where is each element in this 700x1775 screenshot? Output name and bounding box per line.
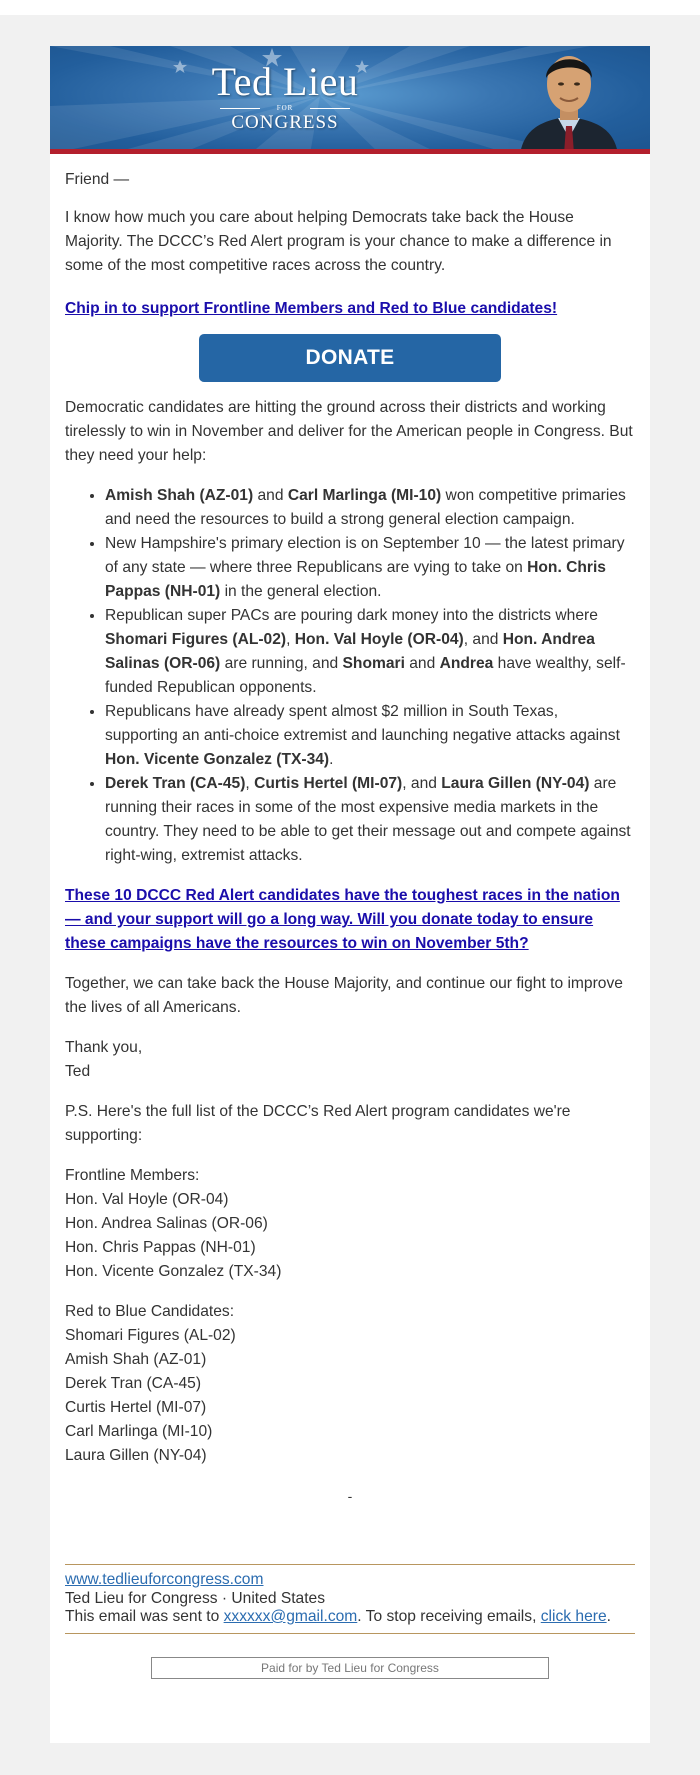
bullet-item bbox=[105, 604, 635, 700]
separator-dash: - bbox=[347, 1488, 353, 1504]
bold-text: Andrea bbox=[439, 655, 494, 672]
bullet-item bbox=[105, 772, 635, 868]
ted-lieu-logo bbox=[200, 59, 370, 134]
paid-for-disclaimer: Paid for by Ted Lieu for Congress bbox=[151, 1657, 549, 1679]
org-address: Ted Lieu for Congress · United States bbox=[65, 1589, 326, 1607]
footer-body bbox=[65, 1565, 635, 1633]
text: and bbox=[404, 655, 440, 672]
logo-name: Ted Lieu bbox=[211, 59, 359, 104]
bold-text: Curtis Hertel (MI-07) bbox=[254, 775, 403, 792]
logo-congress: CONGRESS bbox=[231, 112, 339, 133]
text: New Hampshire's primary election is on September 10 — the latest primary of any state — where three Republicans are vying to take on bbox=[105, 535, 625, 576]
text: , bbox=[286, 631, 295, 648]
text: are running, and bbox=[220, 655, 343, 672]
text: . bbox=[329, 751, 334, 768]
bold-text: Hon. Val Hoyle (OR-04) bbox=[294, 631, 464, 648]
list-item: Hon. Chris Pappas (NH-01) bbox=[65, 1239, 256, 1256]
bold-text: Derek Tran (CA-45) bbox=[105, 775, 246, 792]
list-item: Carl Marlinga (MI-10) bbox=[65, 1423, 213, 1440]
bold-text: Hon. Vicente Gonzalez (TX-34) bbox=[105, 751, 330, 768]
red-to-blue-list bbox=[65, 1300, 635, 1468]
text: have wealthy, self-funded Republican opponents. bbox=[105, 655, 626, 696]
list-item: Derek Tran (CA-45) bbox=[65, 1375, 202, 1392]
text: , and bbox=[463, 631, 503, 648]
email-body bbox=[50, 168, 650, 1679]
bullet-item bbox=[105, 700, 635, 772]
donate-button[interactable]: DONATE bbox=[199, 334, 501, 382]
intro-paragraph: I know how much you care about helping Democrats take back the House Majority. The DCCC’s Red Alert program is your chance to make a difference in some of the most competitive races across the country. bbox=[65, 209, 612, 274]
unsubscribe-link[interactable]: click here bbox=[540, 1608, 607, 1625]
bold-text: Amish Shah (AZ-01) bbox=[105, 487, 254, 504]
list-item: Hon. Vicente Gonzalez (TX-34) bbox=[65, 1263, 282, 1280]
period-text: . bbox=[606, 1608, 611, 1625]
donate-today-link[interactable]: These 10 DCCC Red Alert candidates have the toughest races in the nation — and your support will go a long way. Will you donate today to ensure these campaigns have the resources to win on November 5th? bbox=[65, 887, 620, 952]
greeting: Friend — bbox=[65, 171, 130, 188]
bold-text: Laura Gillen (NY-04) bbox=[441, 775, 590, 792]
bullet-item bbox=[105, 532, 635, 604]
list-item: Laura Gillen (NY-04) bbox=[65, 1447, 207, 1464]
bold-text: Carl Marlinga (MI-10) bbox=[287, 487, 442, 504]
text: are running their races in some of the most expensive media markets in the country. They need to be able to get their message out and compete against right-wing, extremist attacks. bbox=[105, 775, 631, 864]
candidate-portrait bbox=[514, 46, 624, 154]
frontline-list bbox=[65, 1164, 635, 1284]
list-item: Hon. Andrea Salinas (OR-06) bbox=[65, 1215, 268, 1232]
banner-red-stripe bbox=[50, 149, 650, 154]
text: Republicans have already spent almost $2 million in South Texas, supporting an anti-choice extremist and launching negative attacks against bbox=[105, 703, 620, 744]
help-paragraph: Democratic candidates are hitting the ground across their districts and working tirelessly to win in November and deliver for the American people in Congress. But they need your help: bbox=[65, 399, 633, 464]
logo-for: FOR bbox=[200, 104, 370, 112]
donate-wrap bbox=[65, 334, 635, 382]
red-to-blue-heading: Red to Blue Candidates: bbox=[65, 1303, 235, 1320]
signature: Ted bbox=[65, 1063, 91, 1080]
text: Republican super PACs are pouring dark money into the districts where bbox=[105, 607, 598, 624]
list-item: Shomari Figures (AL-02) bbox=[65, 1327, 236, 1344]
recipient-email-link[interactable]: xxxxxx@gmail.com bbox=[223, 1608, 358, 1625]
text: , bbox=[245, 775, 255, 792]
footer-rule-bottom bbox=[65, 1633, 635, 1634]
sign-off bbox=[65, 1036, 635, 1084]
chip-in-link[interactable]: Chip in to support Frontline Members and Red to Blue candidates! bbox=[65, 300, 558, 317]
ps-paragraph: P.S. Here's the full list of the DCCC’s Red Alert program candidates we're supporting: bbox=[65, 1103, 571, 1144]
frontline-heading: Frontline Members: bbox=[65, 1167, 200, 1184]
stop-text: . To stop receiving emails, bbox=[357, 1608, 541, 1625]
bullet-item bbox=[105, 484, 635, 532]
email-card bbox=[50, 46, 650, 1743]
text: , and bbox=[402, 775, 442, 792]
sent-to-text: This email was sent to bbox=[65, 1608, 224, 1625]
text: in the general election. bbox=[220, 583, 382, 600]
thank-you-text: Thank you, bbox=[65, 1039, 143, 1056]
bold-text: Hon. Andrea Salinas (OR-06) bbox=[105, 631, 595, 672]
together-paragraph: Together, we can take back the House Majority, and continue our fight to improve the lives of all Americans. bbox=[65, 975, 623, 1016]
footer bbox=[65, 1564, 635, 1679]
candidate-bullets bbox=[65, 484, 635, 868]
bold-text: Shomari Figures (AL-02) bbox=[105, 631, 287, 648]
top-strip bbox=[0, 0, 700, 15]
list-item: Hon. Val Hoyle (OR-04) bbox=[65, 1191, 229, 1208]
text: and bbox=[253, 487, 288, 504]
list-item: Amish Shah (AZ-01) bbox=[65, 1351, 207, 1368]
bold-text: Hon. Chris Pappas (NH-01) bbox=[105, 559, 606, 600]
list-item: Curtis Hertel (MI-07) bbox=[65, 1399, 207, 1416]
header-banner bbox=[50, 46, 650, 154]
bold-text: Shomari bbox=[342, 655, 405, 672]
website-link[interactable]: www.tedlieuforcongress.com bbox=[65, 1571, 264, 1588]
text: won competitive primaries and need the resources to build a strong general election campaign. bbox=[105, 487, 626, 528]
